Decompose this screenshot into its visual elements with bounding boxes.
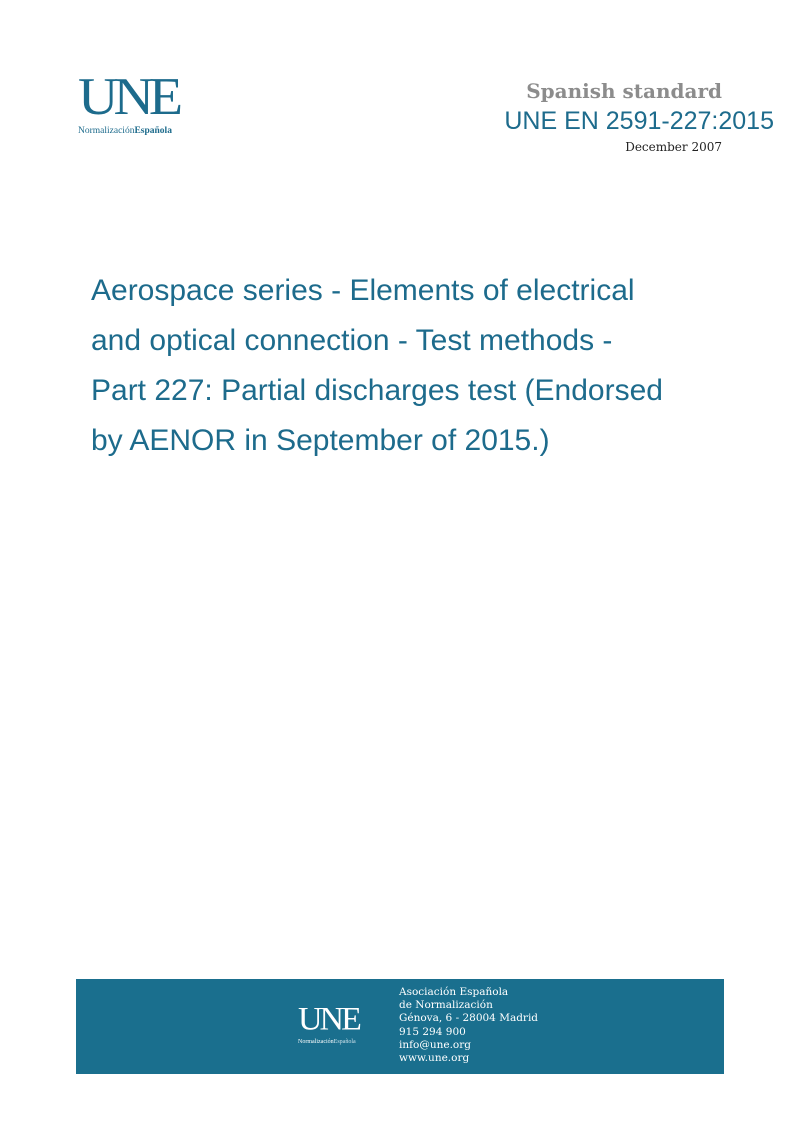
document-type: Spanish standard — [526, 79, 722, 103]
address-line-street: Génova, 6 - 28004 Madrid — [399, 1012, 539, 1025]
footer-logo-sub-normalizacion: Normalización — [298, 1039, 334, 1045]
une-logo — [78, 67, 208, 144]
address-line-organization: Asociación Española — [399, 986, 509, 998]
document-header — [504, 78, 774, 154]
footer-logo-mark: UNE — [298, 1002, 359, 1038]
address-line-organization-cont: de Normalización — [399, 999, 493, 1012]
une-logo-mark: UNE — [78, 67, 179, 127]
address-line-email: info@une.org — [399, 1038, 471, 1051]
title-line: and optical connection - Test methods - — [91, 324, 613, 357]
footer-band — [76, 979, 724, 1074]
document-title — [91, 266, 731, 466]
address-line-phone: 915 294 900 — [399, 1025, 466, 1038]
logo-sub-espanola: Española — [134, 126, 172, 136]
footer-address — [399, 986, 538, 1065]
document-date: December 2007 — [625, 140, 722, 154]
footer-une-logo — [298, 1002, 388, 1045]
title-line: Part 227: Partial discharges test (Endorsed — [91, 374, 663, 407]
address-line-website: www.une.org — [399, 1052, 470, 1065]
logo-sub-normalizacion: Normalización — [78, 126, 135, 136]
footer-logo-subtitle — [298, 1039, 388, 1045]
title-line: by AENOR in September of 2015.) — [91, 424, 550, 457]
footer-logo-sub-espanola: Española — [333, 1039, 356, 1045]
title-line: Aerospace series - Elements of electrical — [91, 274, 635, 307]
une-logo-subtitle — [78, 126, 208, 136]
document-code: UNE EN 2591-227:2015 — [504, 107, 774, 135]
